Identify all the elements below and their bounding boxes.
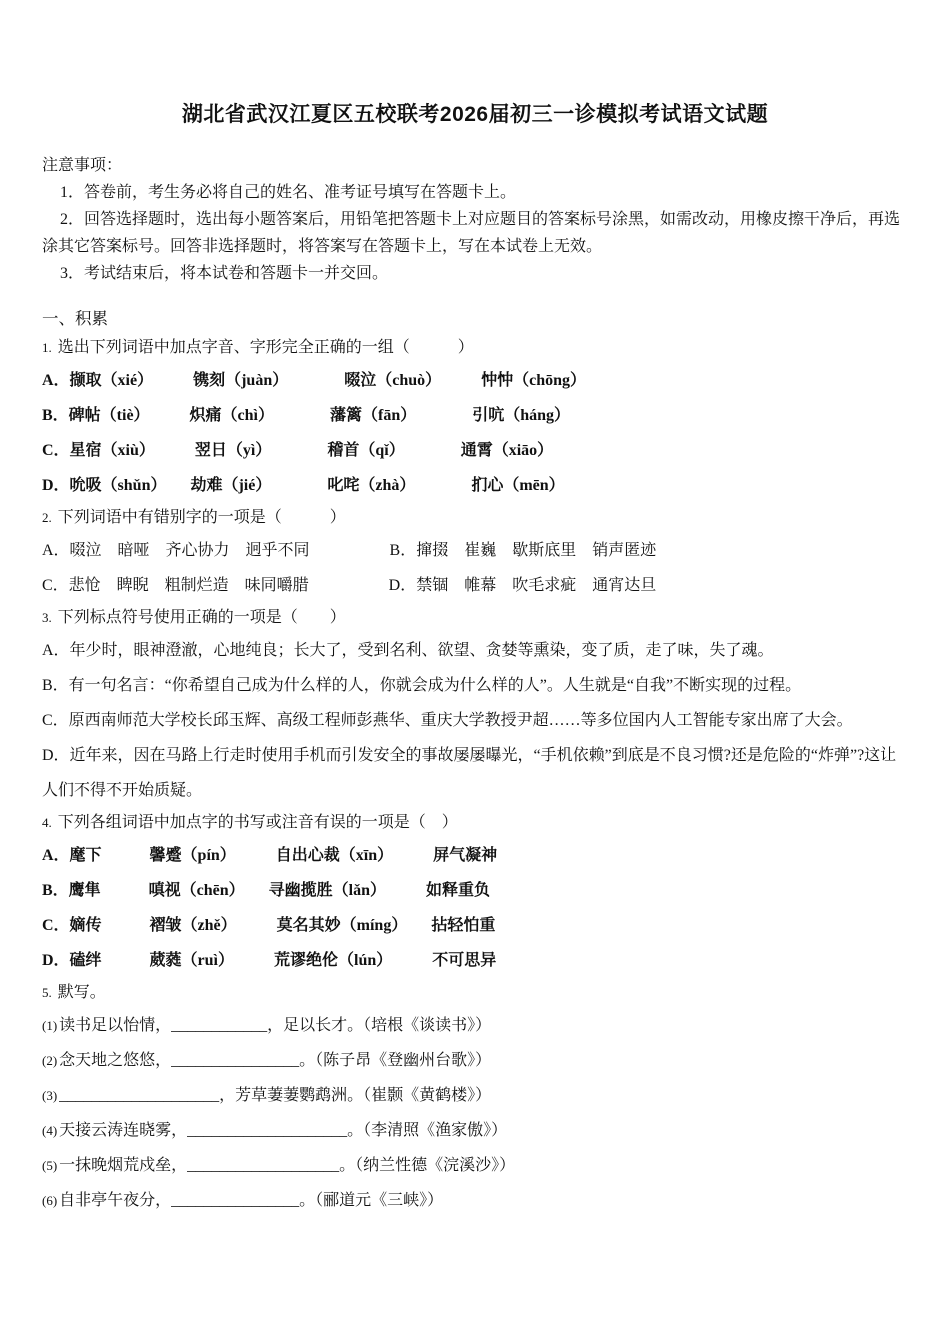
question-number: 5. bbox=[42, 985, 52, 1000]
option-line: C．原西南师范大学校长邱玉辉、高级工程师彭燕华、重庆大学教授尹超……等多位国内人工智能专家出席了大会。 bbox=[42, 712, 853, 729]
question-stem bbox=[42, 978, 908, 1008]
option-line: C．嫡传 褶皱（zhě） 莫名其妙（míng） 拈轻怕重 bbox=[42, 917, 496, 934]
dictation-item bbox=[42, 1113, 908, 1148]
option-line: B．有一句名言：“你希望自己成为什么样的人，你就会成为什么样的人”。人生就是“自我”不断实现的过程。 bbox=[42, 677, 802, 694]
question-number: 2. bbox=[42, 510, 52, 525]
question-2 bbox=[42, 503, 908, 603]
notice-item: 3．考试结束后，将本试卷和答题卡一并交回。 bbox=[60, 265, 389, 282]
option-line: D．磕绊 葳蕤（ruì） 荒谬绝伦（lún） 不可思异 bbox=[42, 952, 497, 969]
question-stem bbox=[42, 333, 908, 363]
question-stem-text: 默写。 bbox=[57, 984, 106, 1001]
notice-item: 1．答卷前，考生务必将自己的姓名、准考证号填写在答题卡上。 bbox=[60, 184, 517, 201]
dictation-number: (6) bbox=[42, 1193, 58, 1208]
dictation-item bbox=[42, 1078, 908, 1113]
option-line: C．悲怆 睥睨 粗制烂造 味同嚼腊 D．禁锢 帷幕 吹毛求疵 通宵达旦 bbox=[42, 577, 657, 594]
dictation-number: (3) bbox=[42, 1088, 58, 1103]
option-line: D．吮吸（shǔn） 劫难（jié） 叱咤（zhà） 扪心（mēn） bbox=[42, 477, 565, 494]
option-line: A．啜泣 暗哑 齐心协力 迥乎不同 B．撺掇 崔巍 歇斯底里 销声匿迹 bbox=[42, 542, 657, 559]
question-stem bbox=[42, 808, 908, 838]
option-line: B．鹰隼 嗔视（chēn） 寻幽揽胜（lǎn） 如释重负 bbox=[42, 882, 491, 899]
dictation-item bbox=[42, 1148, 908, 1183]
question-number: 3. bbox=[42, 610, 52, 625]
dictation-item bbox=[42, 1008, 908, 1043]
dictation-number: (4) bbox=[42, 1123, 58, 1138]
dictation-text: 念天地之悠悠，________________。（陈子昂《登幽州台歌》） bbox=[59, 1052, 492, 1069]
dictation-number: (2) bbox=[42, 1053, 58, 1068]
question-stem-text: 下列标点符号使用正确的一项是（ ） bbox=[57, 609, 346, 626]
dictation-text: 天接云涛连晓雾，____________________。（李清照《渔家傲》） bbox=[59, 1122, 508, 1139]
question-3 bbox=[42, 603, 908, 808]
question-number: 4. bbox=[42, 815, 52, 830]
option-line: B．碑帖（tiè） 炽痛（chì） 藩篱（fān） 引吭（háng） bbox=[42, 407, 571, 424]
dictation-text: 自非亭午夜分，________________。（郦道元《三峡》） bbox=[59, 1192, 444, 1209]
dictation-text: 读书足以怡情，____________，足以长才。（培根《谈读书》） bbox=[59, 1017, 492, 1034]
notice-heading: 注意事项： bbox=[42, 157, 123, 174]
question-stem-text: 下列各组词语中加点字的书写或注音有误的一项是（ ） bbox=[57, 814, 458, 831]
dictation-number: (1) bbox=[42, 1018, 58, 1033]
section-heading: 一、积累 bbox=[42, 309, 108, 328]
question-stem bbox=[42, 503, 908, 533]
question-stem-text: 下列词语中有错别字的一项是（ ） bbox=[57, 509, 346, 526]
option-line: A．麾下 馨蹙（pín） 自出心裁（xīn） 屏气凝神 bbox=[42, 847, 498, 864]
question-stem bbox=[42, 603, 908, 633]
question-number: 1. bbox=[42, 340, 52, 355]
option-line: D．近年来，因在马路上行走时使用手机而引发安全的事故屡屡曝光，“手机依赖”到底是不良习惯?还是危险的“炸弹”?这让人们不得不开始质疑。 bbox=[42, 747, 897, 799]
dictation-text: ____________________，芳草萋萋鹦鹉洲。（崔颢《黄鹤楼》） bbox=[59, 1087, 492, 1104]
question-1 bbox=[42, 333, 908, 503]
question-stem-text: 选出下列词语中加点字音、字形完全正确的一组（ ） bbox=[57, 339, 474, 356]
dictation-number: (5) bbox=[42, 1158, 58, 1173]
page-title: 湖北省武汉江夏区五校联考2026届初三一诊模拟考试语文试题 bbox=[181, 103, 769, 126]
option-line: A．撷取（xié） 镌刻（juàn） 啜泣（chuò） 忡忡（chōng） bbox=[42, 372, 587, 389]
dictation-item bbox=[42, 1183, 908, 1218]
dictation-item bbox=[42, 1043, 908, 1078]
notice-section bbox=[42, 152, 908, 287]
option-line: C．星宿（xiù） 翌日（yì） 稽首（qǐ） 通霄（xiāo） bbox=[42, 442, 554, 459]
question-5 bbox=[42, 978, 908, 1218]
option-line: A．年少时，眼神澄澈，心地纯良；长大了，受到名利、欲望、贪婪等熏染，变了质，走了味，失了魂。 bbox=[42, 642, 774, 659]
dictation-text: 一抹晚烟荒戍垒，___________________。（纳兰性德《浣溪沙》） bbox=[59, 1157, 516, 1174]
notice-item: 2．回答选择题时，选出每小题答案后，用铅笔把答题卡上对应题目的答案标号涂黑，如需改动，用橡皮擦干净后，再选涂其它答案标号。回答非选择题时，将答案写在答题卡上，写在本试卷上无效。 bbox=[42, 211, 901, 255]
question-4 bbox=[42, 808, 908, 978]
